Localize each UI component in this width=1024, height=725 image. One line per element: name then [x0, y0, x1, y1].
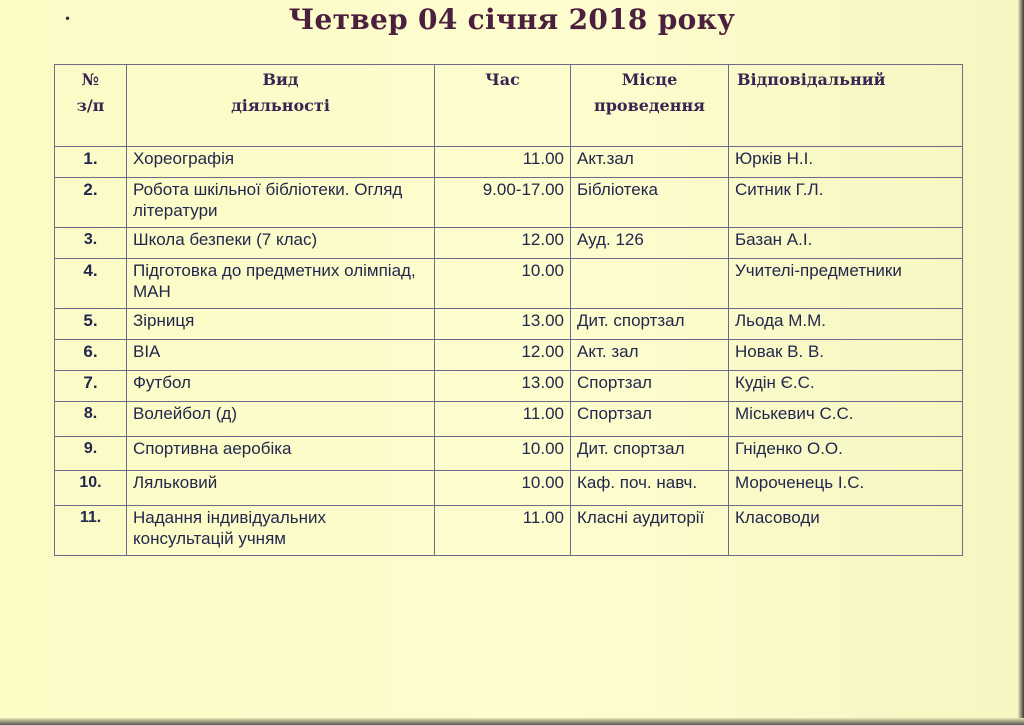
row-responsible: Ситник Г.Л. — [729, 178, 963, 228]
row-time: 10.00 — [435, 259, 571, 309]
row-number: 9. — [55, 437, 127, 471]
table-row — [55, 506, 963, 556]
row-responsible: Льода М.М. — [729, 309, 963, 340]
table-row — [55, 147, 963, 178]
row-responsible: Гніденко О.О. — [729, 437, 963, 471]
row-time: 12.00 — [435, 228, 571, 259]
row-place: Акт.зал — [571, 147, 729, 178]
row-number: 1. — [55, 147, 127, 178]
schedule-table — [54, 64, 963, 556]
row-number: 5. — [55, 309, 127, 340]
row-place: Дит. спортзал — [571, 437, 729, 471]
row-place: Каф. поч. навч. — [571, 471, 729, 506]
row-time: 10.00 — [435, 471, 571, 506]
row-number: 4. — [55, 259, 127, 309]
row-responsible: Базан А.І. — [729, 228, 963, 259]
row-time: 11.00 — [435, 402, 571, 437]
row-activity: Школа безпеки (7 клас) — [127, 228, 435, 259]
row-place: Спортзал — [571, 402, 729, 437]
header-place — [571, 65, 729, 147]
row-responsible: Новак В. В. — [729, 340, 963, 371]
row-activity: Спортивна аеробіка — [127, 437, 435, 471]
row-responsible: Кудін Є.С. — [729, 371, 963, 402]
table-row — [55, 259, 963, 309]
row-activity: Волейбол (д) — [127, 402, 435, 437]
header-place-line2: проведення — [594, 96, 705, 115]
row-place: Акт. зал — [571, 340, 729, 371]
header-num — [55, 65, 127, 147]
row-responsible: Учителі-предметники — [729, 259, 963, 309]
header-time — [435, 65, 571, 147]
page-title: Четвер 04 січня 2018 року — [288, 3, 736, 36]
header-activity-line1: Вид — [262, 70, 299, 89]
row-activity: Надання індивідуальних консультацій учням — [127, 506, 435, 556]
row-responsible: Юрків Н.І. — [729, 147, 963, 178]
scan-edge-right — [1018, 0, 1024, 725]
row-time: 9.00-17.00 — [435, 178, 571, 228]
header-time-label: Час — [485, 70, 520, 89]
row-time: 13.00 — [435, 309, 571, 340]
header-row — [55, 65, 963, 147]
header-responsible — [729, 65, 963, 147]
row-activity: ВІА — [127, 340, 435, 371]
row-activity: Робота шкільної бібліотеки. Огляд літератури — [127, 178, 435, 228]
row-place — [571, 259, 729, 309]
row-responsible: Міськевич С.С. — [729, 402, 963, 437]
header-num-line1: № — [81, 70, 100, 89]
header-place-line1: Місце — [621, 70, 678, 89]
table-row — [55, 437, 963, 471]
header-activity — [127, 65, 435, 147]
table-row — [55, 471, 963, 506]
row-time: 11.00 — [435, 147, 571, 178]
row-activity: Ляльковий — [127, 471, 435, 506]
row-number: 6. — [55, 340, 127, 371]
table-row — [55, 402, 963, 437]
scan-edge-bottom — [0, 718, 1024, 725]
header-responsible-label: Відповідальний — [737, 70, 886, 89]
row-number: 11. — [55, 506, 127, 556]
row-activity: Хореографія — [127, 147, 435, 178]
row-time: 10.00 — [435, 437, 571, 471]
scan-dust-mark: • — [64, 12, 72, 26]
table-row — [55, 340, 963, 371]
row-responsible: Мороченець І.С. — [729, 471, 963, 506]
row-activity: Футбол — [127, 371, 435, 402]
row-number: 3. — [55, 228, 127, 259]
row-time: 12.00 — [435, 340, 571, 371]
row-time: 13.00 — [435, 371, 571, 402]
row-number: 7. — [55, 371, 127, 402]
row-place: Спортзал — [571, 371, 729, 402]
table-row — [55, 309, 963, 340]
header-num-line2: з/п — [76, 96, 105, 115]
row-place: Ауд. 126 — [571, 228, 729, 259]
table-row — [55, 178, 963, 228]
row-number: 2. — [55, 178, 127, 228]
row-activity: Підготовка до предметних олімпіад, МАН — [127, 259, 435, 309]
row-place: Дит. спортзал — [571, 309, 729, 340]
row-number: 10. — [55, 471, 127, 506]
header-activity-line2: діяльності — [231, 96, 330, 115]
table-row — [55, 371, 963, 402]
row-place: Класні аудиторії — [571, 506, 729, 556]
row-number: 8. — [55, 402, 127, 437]
row-responsible: Класоводи — [729, 506, 963, 556]
row-time: 11.00 — [435, 506, 571, 556]
row-place: Бібліотека — [571, 178, 729, 228]
row-activity: Зірниця — [127, 309, 435, 340]
table-row — [55, 228, 963, 259]
